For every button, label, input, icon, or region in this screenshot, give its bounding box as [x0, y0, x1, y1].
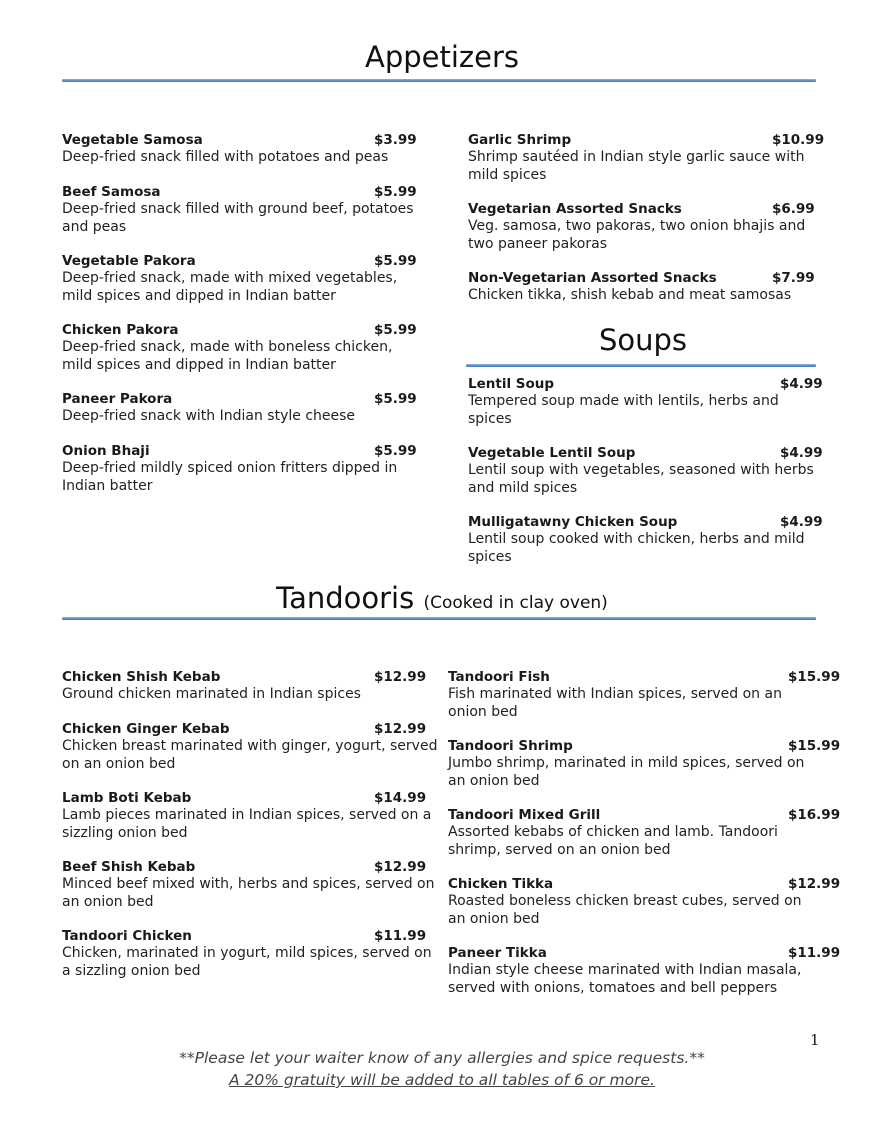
menu-item: [62, 253, 422, 305]
menu-item-price: $14.99: [374, 790, 427, 806]
menu-item-description: Minced beef mixed with, herbs and spices, served on an onion bed: [62, 876, 435, 910]
menu-item-header: [468, 376, 823, 393]
menu-item-price: $4.99: [780, 514, 823, 530]
menu-item: [468, 514, 823, 566]
menu-item-name: Paneer Tikka: [448, 945, 547, 961]
allergy-note: **Please let your waiter know of any allergies and spice requests.**: [179, 1049, 705, 1067]
menu-item-description: Indian style cheese marinated with Indian masala, served with onions, tomatoes and bell peppers: [448, 962, 802, 996]
menu-item: [448, 945, 841, 997]
menu-item-name: Mulligatawny Chicken Soup: [468, 514, 678, 530]
menu-item-description: Deep-fried snack filled with potatoes and peas: [62, 149, 389, 165]
menu-item-description: Deep-fried snack with Indian style cheese: [62, 408, 356, 424]
menu-item-header: [448, 669, 841, 686]
menu-item: [62, 391, 422, 426]
menu-item-name: Paneer Pakora: [62, 391, 173, 407]
menu-item: [62, 184, 422, 236]
menu-item-name: Beef Samosa: [62, 184, 161, 200]
soups-divider: [466, 364, 816, 367]
menu-item-header: [62, 132, 422, 149]
menu-item-header: [62, 391, 422, 408]
menu-item-description: Roasted boneless chicken breast cubes, served on an onion bed: [448, 893, 802, 927]
menu-item-name: Chicken Shish Kebab: [62, 669, 221, 685]
menu-item-price: $5.99: [374, 184, 417, 200]
menu-item-name: Vegetarian Assorted Snacks: [468, 201, 682, 217]
menu-item-name: Vegetable Samosa: [62, 132, 203, 148]
menu-item: [62, 859, 442, 911]
menu-item-name: Tandoori Chicken: [62, 928, 192, 944]
menu-item-name: Garlic Shrimp: [468, 132, 572, 148]
menu-item-header: [62, 928, 442, 945]
menu-item-name: Vegetable Pakora: [62, 253, 196, 269]
menu-item-description: Deep-fried snack, made with boneless chicken, mild spices and dipped in Indian batter: [62, 339, 393, 373]
menu-item-description: Chicken tikka, shish kebab and meat samosas: [468, 287, 792, 303]
tandooris-divider: [62, 617, 816, 620]
menu-item: [62, 443, 422, 495]
menu-item-name: Vegetable Lentil Soup: [468, 445, 636, 461]
tandooris-title: [0, 581, 884, 615]
menu-item-price: $12.99: [374, 721, 427, 737]
menu-item-price: $4.99: [780, 376, 823, 392]
menu-item-price: $7.99: [772, 270, 815, 286]
soups-title: Soups: [598, 323, 688, 357]
menu-item: [448, 807, 841, 859]
menu-item-name: Tandoori Shrimp: [448, 738, 573, 754]
menu-item: [468, 201, 823, 253]
menu-item-name: Lentil Soup: [468, 376, 555, 392]
menu-item-price: $16.99: [788, 807, 841, 823]
menu-item: [468, 270, 823, 305]
menu-item-price: $6.99: [772, 201, 815, 217]
menu-item-price: $12.99: [374, 669, 427, 685]
menu-item-description: Fish marinated with Indian spices, served on an onion bed: [448, 686, 782, 720]
menu-item-header: [62, 790, 442, 807]
menu-item-header: [62, 859, 442, 876]
menu-item-price: $11.99: [374, 928, 427, 944]
menu-item-header: [468, 201, 823, 218]
menu-item-description: Shrimp sautéed in Indian style garlic sauce with mild spices: [468, 149, 805, 183]
menu-item-header: [468, 270, 823, 287]
menu-item-header: [62, 721, 442, 738]
menu-item-price: $5.99: [374, 253, 417, 269]
menu-item: [62, 322, 422, 374]
page-number: 1: [810, 1031, 820, 1049]
menu-item-description: Veg. samosa, two pakoras, two onion bhajis and two paneer pakoras: [468, 218, 806, 252]
menu-item-name: Non-Vegetarian Assorted Snacks: [468, 270, 717, 286]
menu-item-description: Deep-fried mildly spiced onion fritters dipped in Indian batter: [62, 460, 398, 494]
menu-item: [62, 790, 442, 842]
menu-item-price: $10.99: [772, 132, 825, 148]
menu-item-name: Chicken Ginger Kebab: [62, 721, 230, 737]
appetizers-title: Appetizers: [364, 40, 520, 74]
tandooris-subtitle: (Cooked in clay oven): [423, 593, 608, 613]
menu-item-header: [468, 514, 823, 531]
menu-item-description: Jumbo shrimp, marinated in mild spices, served on an onion bed: [448, 755, 805, 789]
menu-item-description: Chicken breast marinated with ginger, yogurt, served on an onion bed: [62, 738, 438, 772]
menu-item: [62, 721, 442, 773]
menu-item-header: [62, 184, 422, 201]
menu-item-name: Lamb Boti Kebab: [62, 790, 192, 806]
appetizers-divider: [62, 79, 816, 82]
menu-item-header: [448, 876, 841, 893]
menu-item-header: [448, 945, 841, 962]
menu-item-price: $12.99: [788, 876, 841, 892]
menu-item-name: Beef Shish Kebab: [62, 859, 196, 875]
menu-item-price: $5.99: [374, 391, 417, 407]
menu-item: [468, 445, 823, 497]
menu-item-header: [62, 322, 422, 339]
menu-item: [448, 876, 841, 928]
menu-item-header: [62, 443, 422, 460]
menu-item-description: Deep-fried snack filled with ground beef, potatoes and peas: [62, 201, 414, 235]
menu-item-price: $12.99: [374, 859, 427, 875]
menu-item-header: [468, 132, 823, 149]
menu-item-description: Lentil soup cooked with chicken, herbs and mild spices: [468, 531, 805, 565]
menu-item-header: [468, 445, 823, 462]
menu-item-header: [448, 807, 841, 824]
menu-item-description: Deep-fried snack, made with mixed vegetables, mild spices and dipped in Indian batter: [62, 270, 398, 304]
menu-item: [468, 376, 823, 428]
menu-item-price: $15.99: [788, 738, 841, 754]
menu-item-description: Chicken, marinated in yogurt, mild spices, served on a sizzling onion bed: [62, 945, 432, 979]
menu-item: [448, 669, 841, 721]
menu-item-price: $15.99: [788, 669, 841, 685]
menu-item-header: [62, 669, 442, 686]
menu-item-name: Chicken Tikka: [448, 876, 554, 892]
menu-item-name: Tandoori Fish: [448, 669, 550, 685]
menu-item-price: $4.99: [780, 445, 823, 461]
menu-item-header: [62, 253, 422, 270]
menu-item-name: Onion Bhaji: [62, 443, 150, 459]
menu-item-description: Ground chicken marinated in Indian spices: [62, 686, 361, 702]
menu-item-description: Lamb pieces marinated in Indian spices, served on a sizzling onion bed: [62, 807, 432, 841]
menu-item: [62, 928, 442, 980]
menu-item-description: Assorted kebabs of chicken and lamb. Tandoori shrimp, served on an onion bed: [448, 824, 778, 858]
menu-item-name: Tandoori Mixed Grill: [448, 807, 601, 823]
menu-item-price: $3.99: [374, 132, 417, 148]
menu-item-price: $5.99: [374, 322, 417, 338]
menu-item-price: $5.99: [374, 443, 417, 459]
tandooris-heading: Tandooris: [276, 581, 415, 615]
menu-item: [62, 669, 442, 704]
gratuity-note: A 20% gratuity will be added to all tables of 6 or more.: [229, 1071, 655, 1089]
menu-item-price: $11.99: [788, 945, 841, 961]
menu-item-name: Chicken Pakora: [62, 322, 179, 338]
menu-item-description: Tempered soup made with lentils, herbs and spices: [468, 393, 779, 427]
menu-item: [62, 132, 422, 167]
menu-item-description: Lentil soup with vegetables, seasoned with herbs and mild spices: [468, 462, 814, 496]
menu-item-header: [448, 738, 841, 755]
menu-item: [448, 738, 841, 790]
menu-item: [468, 132, 823, 184]
